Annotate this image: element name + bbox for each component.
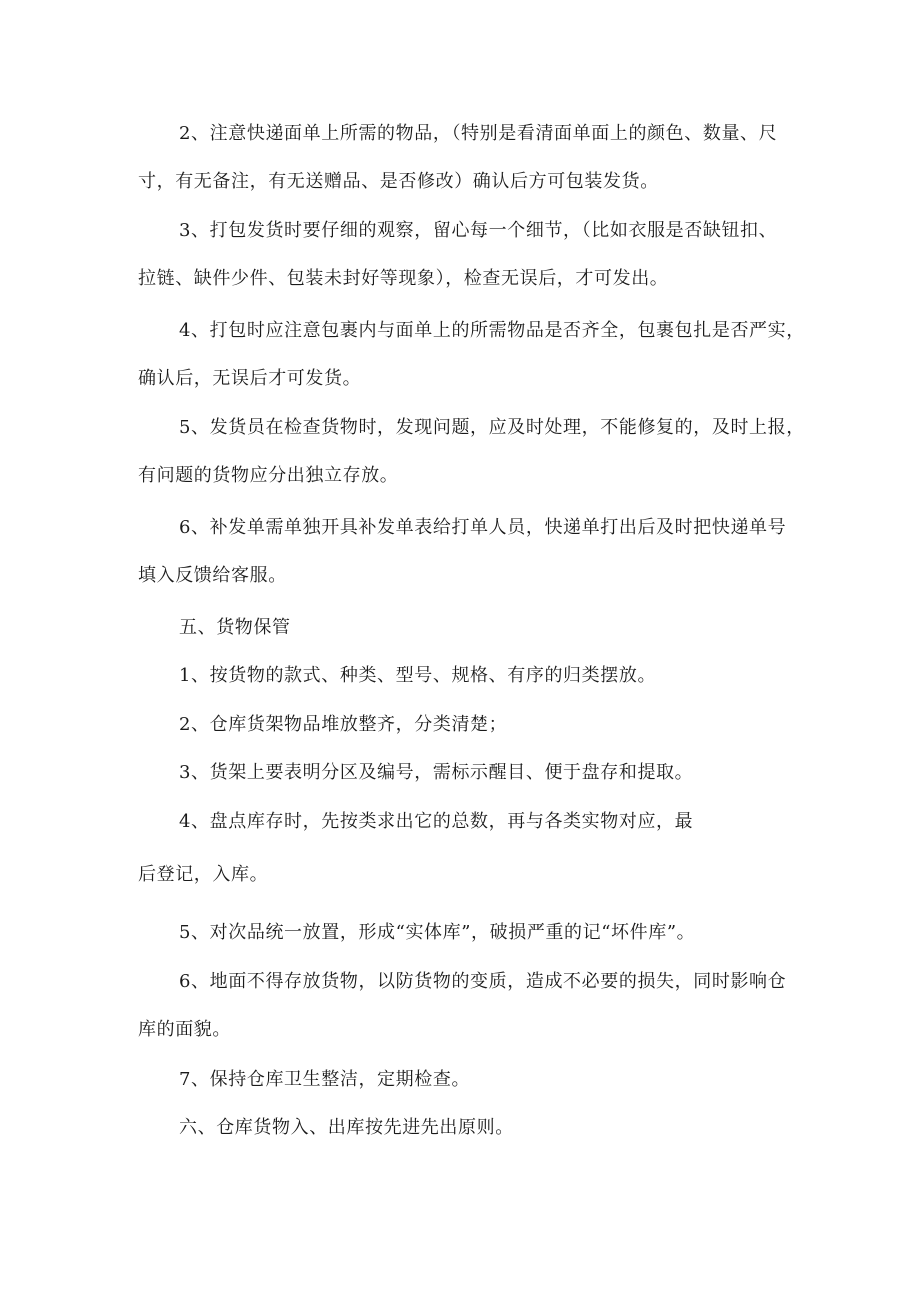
text-line: 6、地面不得存放货物，以防货物的变质，造成不必要的损失，同时影响仓 [179, 971, 787, 992]
text-line: 确认后，无误后才可发货。 [138, 368, 362, 389]
text-line: 后登记，入库。 [138, 864, 269, 885]
text-line: 寸，有无备注，有无送赠品、是否修改）确认后方可包装发货。 [138, 171, 659, 192]
text-line: 4、打包时应注意包裹内与面单上的所需物品是否齐全，包裹包扎是否严实， [179, 320, 805, 341]
text-line: 有问题的货物应分出独立存放。 [138, 465, 399, 486]
text-line: 5、发货员在检查货物时，发现问题，应及时处理，不能修复的，及时上报， [179, 417, 805, 438]
text-line: 拉链、缺件少件、包装未封好等现象），检查无误后，才可发出。 [138, 268, 669, 289]
section-heading: 五、货物保管 [179, 617, 291, 638]
text-line: 3、打包发货时要仔细的观察，留心每一个细节，（比如衣服是否缺钮扣、 [179, 220, 778, 241]
text-line: 填入反馈给客服。 [138, 565, 287, 586]
section-heading: 六、仓库货物入、出库按先进先出原则。 [179, 1117, 514, 1138]
text-line: 7、保持仓库卫生整洁，定期检查。 [179, 1069, 471, 1090]
text-line: 2、注意快递面单上所需的物品，（特别是看清面单面上的颜色、数量、尺 [179, 123, 778, 144]
text-line: 1、按货物的款式、种类、型号、规格、有序的归类摆放。 [179, 665, 657, 686]
text-line: 2、仓库货架物品堆放整齐，分类清楚； [179, 714, 508, 735]
text-line: 库的面貌。 [138, 1019, 231, 1040]
text-line: 3、货架上要表明分区及编号，需标示醒目、便于盘存和提取。 [179, 762, 694, 783]
text-line: 6、补发单需单独开具补发单表给打单人员，快递单打出后及时把快递单号 [179, 517, 787, 538]
text-line: 4、盘点库存时，先按类求出它的总数，再与各类实物对应，最 [179, 811, 694, 832]
text-line: 5、对次品统一放置，形成“实体库”，破损严重的记“坏件库”。 [179, 922, 696, 943]
